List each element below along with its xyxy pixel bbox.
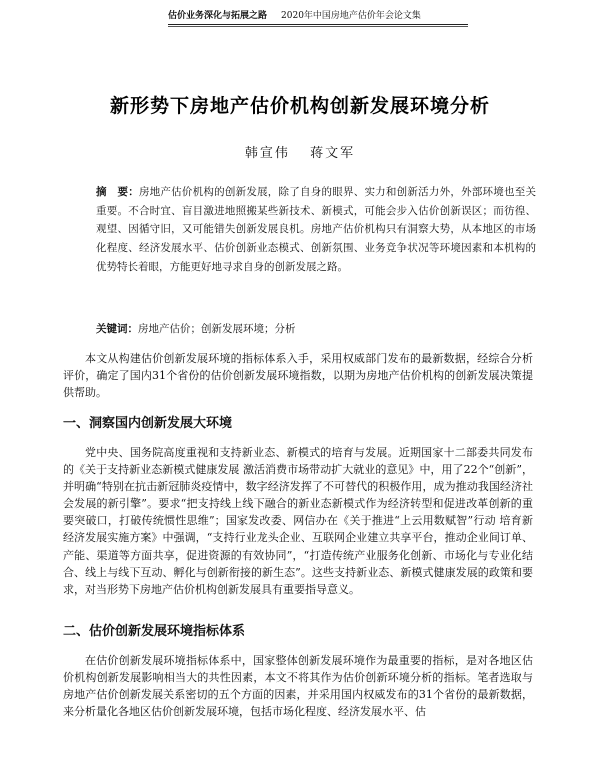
section-1-paragraph: 党中央、国务院高度重视和支持新业态、新模式的培育与发展。近期国家十二部委共同发布的《关于支持新业态新模式健康发展 激活消费市场带动扩大就业的意见》中，用了22个“创新”，并明确“特别在抗击新冠肺炎疫情中，数字经济发挥了不可替代的积极作用，成为推动我国经济社会发展的新引擎”。要求“把支持线上线下融合的新业态新模式作为经济转型和促进改革创新的重要突破口，打破传统惯性思维”；国家发改委、网信办在《关于推进“上云用数赋智”行动 培育新经济发展实施方案》中强调，“支持行业龙头企业、互联网企业建立共享平台，推动企业间订单、产能、渠道等方面共享，促进资源的有效协同”，“打造传统产业服务化创新、市场化与专业化结合、线上与线下互动、孵化与创新衔接的新生态”。这些支持新业态、新模式健康发展的政策和要求，对当形势下房地产估价机构创新发展具有重要指导意义。 — [63, 446, 533, 596]
header-rule-thin — [168, 26, 468, 27]
abstract-label: 摘 要： — [96, 186, 139, 198]
intro-paragraph: 本文从构建估价创新发展环境的指标体系入手，采用权威部门发布的最新数据，经综合分析评价，确定了国内31个省份的估价创新发展环境指数，以期为房地产估价机构的创新发展决策提供帮助。 — [63, 352, 533, 400]
header-series: 估价业务深化与拓展之路 — [168, 11, 268, 21]
abstract-text: 房地产估价机构的创新发展，除了自身的眼界、实力和创新活力外，外部环境也至关重要。不合时宜、盲目激进地照搬某些新技术、新模式，可能会步入估价创新误区；而彷徨、观望、因循守旧，又可能错失创新发展良机。房地产估价机构只有洞察大势，从本地区的市场化程度、经济发展水平、估价创新业态模式、创新氛围、业务竞争状况等环境因素和本机构的优势特长着眼，方能更好地寻求自身的创新发展之路。 — [96, 186, 537, 273]
author-2: 蒋文军 — [310, 146, 356, 161]
section-2-paragraph: 在估价创新发展环境指标体系中，国家整体创新发展环境作为最重要的指标，是对各地区估价机构创新发展影响相当大的共性因素，本文不将其作为估价创新环境分析的指标。笔者选取与房地产估价创新发展关系密切的五个方面的因素，并采用国内权威发布的31个省份的最新数据，来分析量化各地区估价创新发展环境，包括市场化程度、经济发展水平、估 — [63, 654, 533, 719]
keywords-text: 房地产估价；创新发展环境；分析 — [138, 323, 296, 335]
paper-title: 新形势下房地产估价机构创新发展环境分析 — [109, 95, 490, 117]
keywords-label: 关键词： — [96, 323, 138, 335]
author-1: 韩宣伟 — [244, 146, 290, 161]
running-header — [168, 8, 468, 21]
abstract — [96, 183, 536, 277]
section-2-heading: 二、估价创新发展环境指标体系 — [63, 624, 246, 639]
keywords — [96, 320, 536, 338]
authors — [0, 142, 600, 161]
header-rule — [168, 24, 468, 25]
section-1-heading: 一、洞察国内创新发展大环境 — [63, 416, 233, 431]
header-collection: 2020年中国房地产估价年会论文集 — [281, 11, 421, 21]
